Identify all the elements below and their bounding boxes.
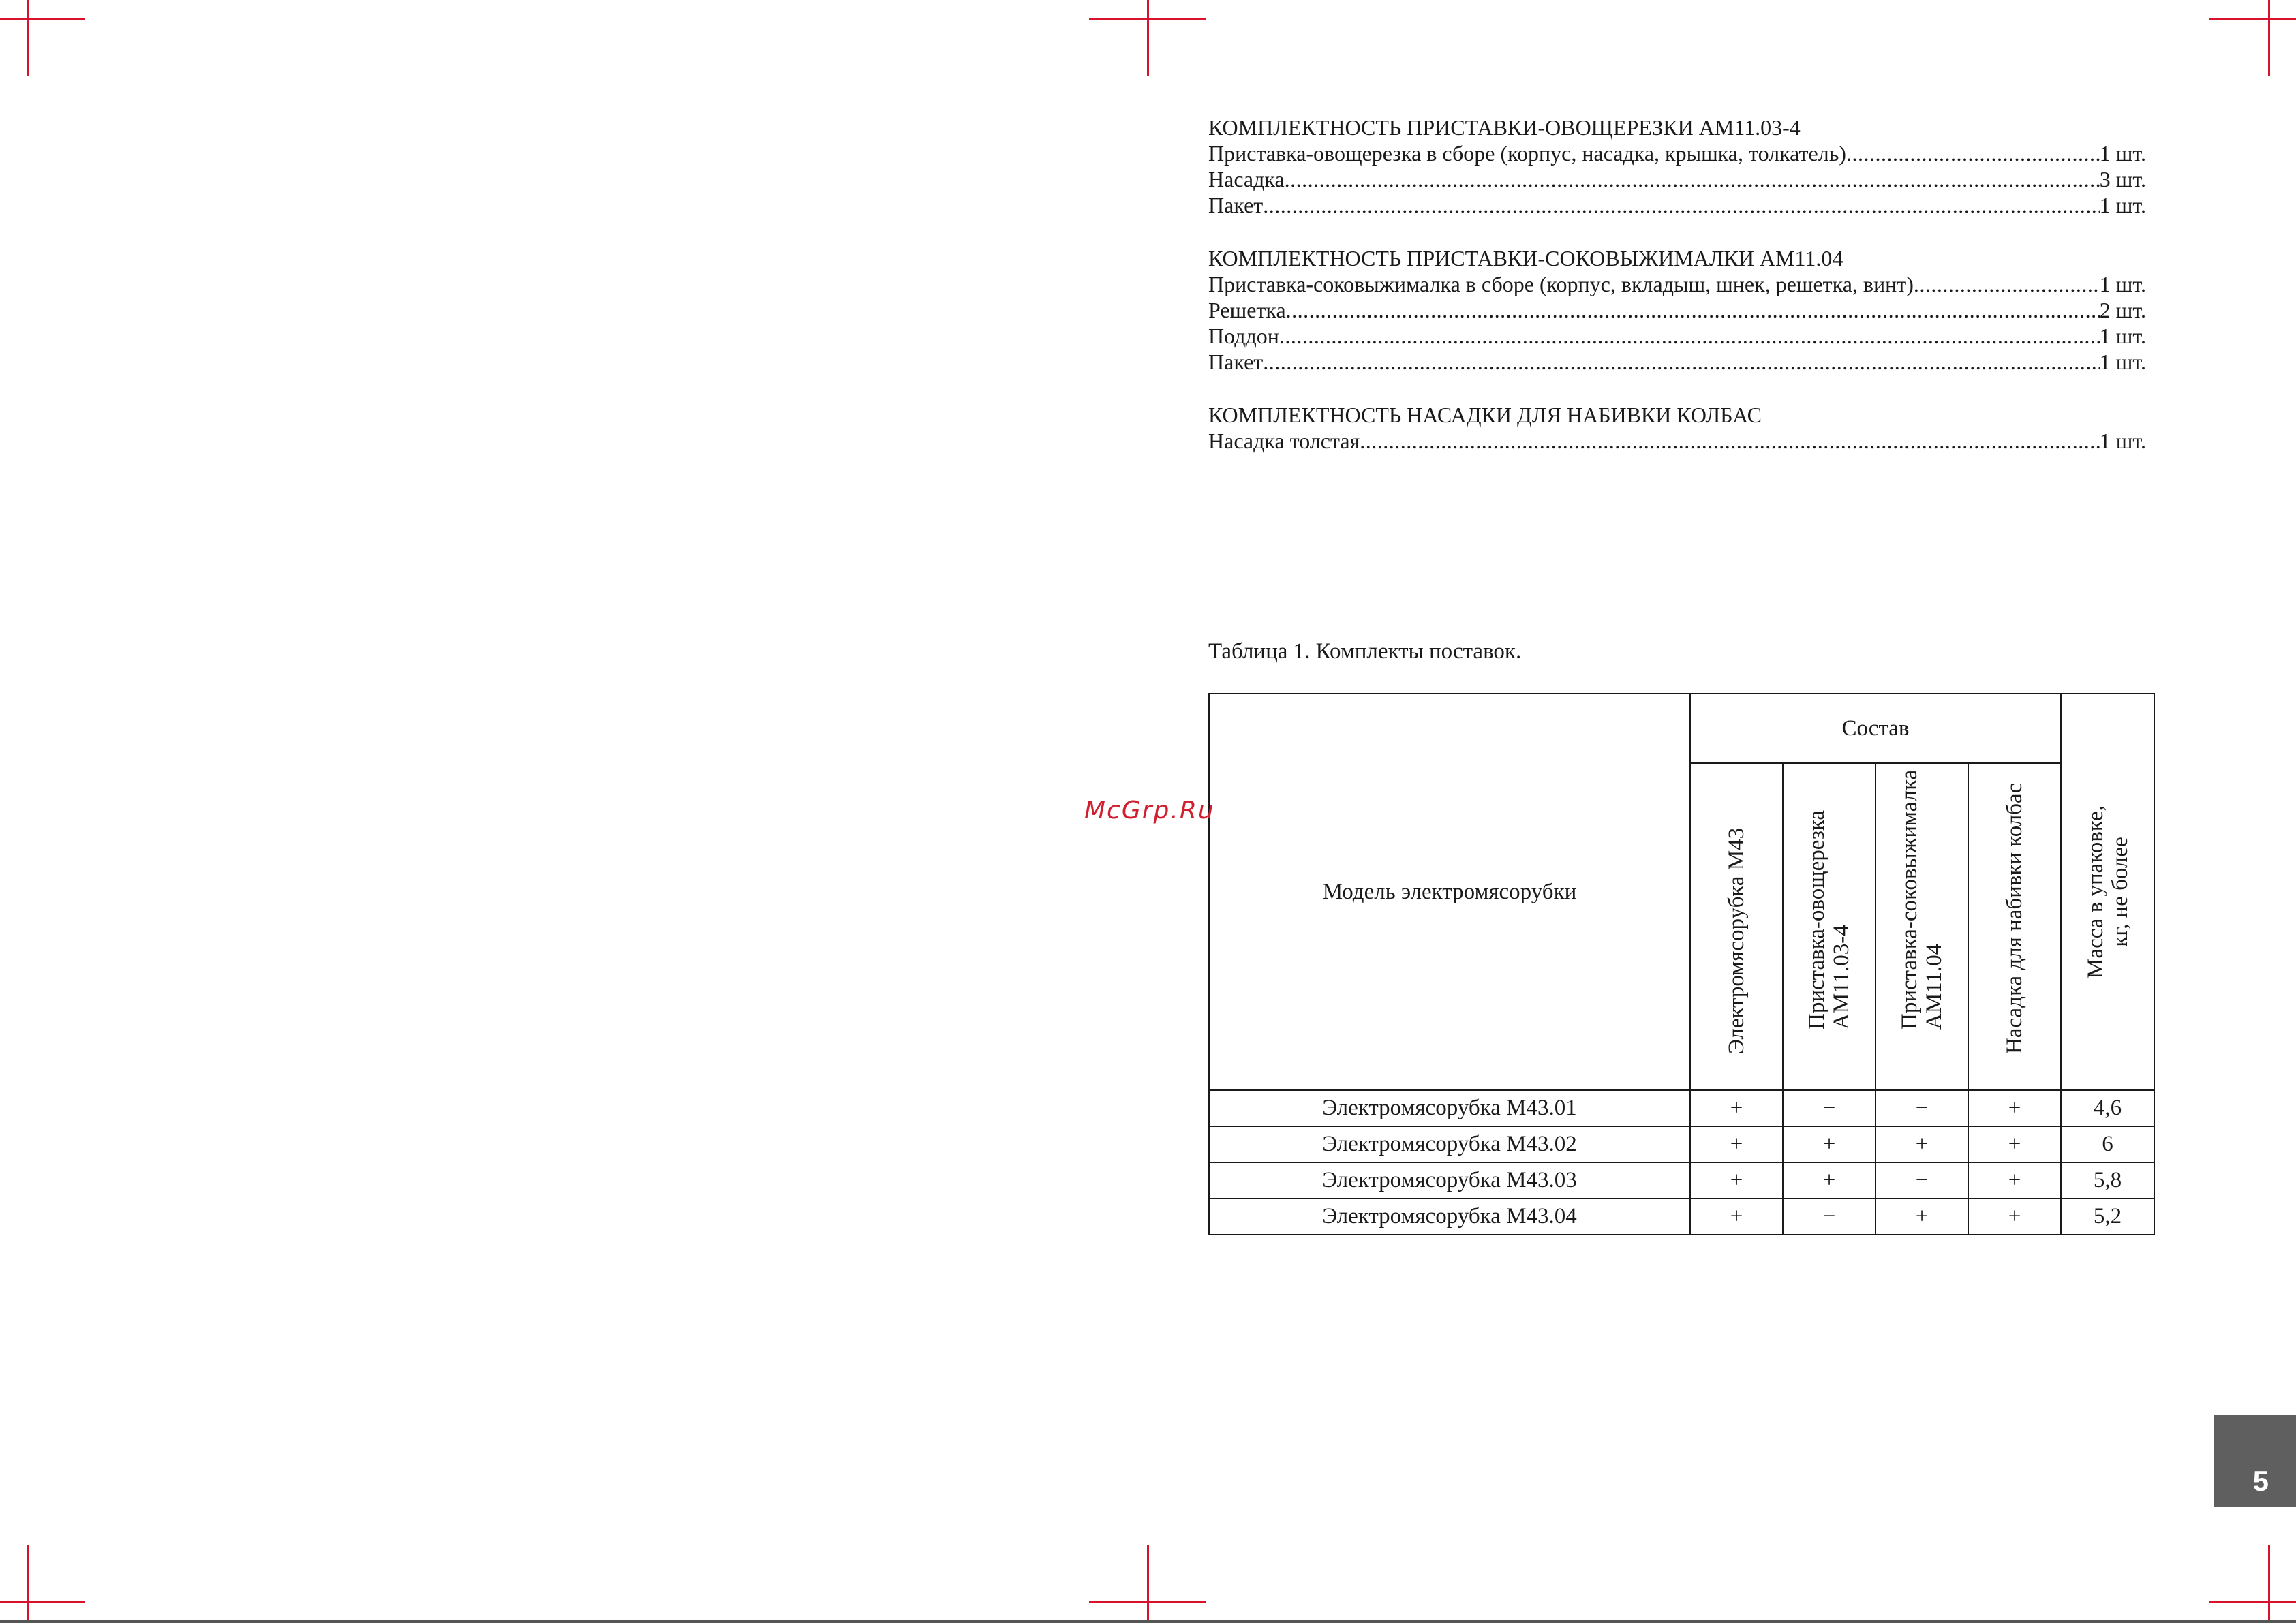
cell-sausage-nozzle: + (1968, 1126, 2061, 1162)
table-row (1209, 1126, 2154, 1162)
header-col-vegetable-cutter (1783, 763, 1876, 1090)
item-qty: 1 шт. (2099, 141, 2146, 166)
dot-leader (1360, 428, 2100, 454)
item-name: Поддон (1208, 324, 1279, 348)
dot-leader (1914, 271, 2100, 297)
crop-mark (0, 18, 85, 20)
header-col-line1: Электромясорубка М43 (1724, 827, 1749, 1054)
cell-model: Электромясорубка М43.02 (1209, 1126, 1690, 1162)
dot-leader (1279, 323, 2100, 349)
header-col-line1: Насадка для набивки колбас (2002, 783, 2027, 1054)
item-qty: 2 шт. (2099, 298, 2146, 322)
bottom-rule (0, 1620, 2296, 1623)
list-item (1208, 349, 2146, 375)
item-name: Насадка (1208, 167, 1285, 191)
cell-juicer: − (1876, 1162, 1968, 1199)
crop-mark (0, 1601, 85, 1603)
watermark: McGrp.Ru (1084, 797, 1215, 824)
supply-table (1208, 693, 2155, 1235)
header-mass-line2: кг, не более (2107, 837, 2132, 947)
item-name: Приставка-овощерезка в сборе (корпус, насадка, крышка, толкатель) (1208, 141, 1846, 166)
header-col-grinder (1690, 763, 1783, 1090)
completeness-lists (1208, 114, 2146, 481)
crop-mark (2209, 18, 2296, 20)
header-col-line2: АМ11.04 (1922, 943, 1946, 1030)
table-caption: Таблица 1. Комплекты поставок. (1208, 639, 1522, 664)
crop-mark (1147, 0, 1149, 76)
section-vegetable-cutter (1208, 114, 2146, 218)
cell-mass: 5,8 (2061, 1162, 2154, 1199)
list-item (1208, 166, 2146, 192)
dot-leader (1285, 166, 2100, 192)
crop-mark (2209, 1601, 2296, 1603)
cell-vegetable-cutter: + (1783, 1126, 1876, 1162)
cell-mass: 4,6 (2061, 1090, 2154, 1126)
cell-sausage-nozzle: + (1968, 1199, 2061, 1235)
header-col-sausage-nozzle (1968, 763, 2061, 1090)
cell-sausage-nozzle: + (1968, 1162, 2061, 1199)
header-col-line2: АМ11.03-4 (1829, 925, 1854, 1030)
cell-grinder: + (1690, 1126, 1783, 1162)
header-mass (2061, 694, 2154, 1090)
crop-mark (1147, 1545, 1149, 1623)
item-name: Решетка (1208, 298, 1286, 322)
crop-mark (2268, 0, 2270, 76)
crop-mark (27, 1545, 29, 1623)
cell-vegetable-cutter: + (1783, 1162, 1876, 1199)
header-col-juicer (1876, 763, 1968, 1090)
dot-leader (1263, 349, 2100, 375)
item-qty: 1 шт. (2099, 429, 2146, 453)
list-item (1208, 140, 2146, 166)
cell-model: Электромясорубка М43.01 (1209, 1090, 1690, 1126)
item-qty: 1 шт. (2099, 272, 2146, 296)
item-qty: 1 шт. (2099, 350, 2146, 374)
section-title: КОМПЛЕКТНОСТЬ НАСАДКИ ДЛЯ НАБИВКИ КОЛБАС (1208, 403, 1762, 427)
list-item (1208, 297, 2146, 323)
page-number: 5 (2252, 1465, 2269, 1497)
dot-leader (1286, 297, 2100, 323)
list-item (1208, 428, 2146, 454)
table-row (1209, 1162, 2154, 1199)
cell-grinder: + (1690, 1162, 1783, 1199)
crop-mark (27, 0, 29, 76)
cell-grinder: + (1690, 1199, 1783, 1235)
header-col-line1: Приставка-овощерезка (1805, 809, 1829, 1030)
cell-vegetable-cutter: − (1783, 1199, 1876, 1235)
item-name: Насадка толстая (1208, 429, 1360, 453)
header-composition: Состав (1690, 694, 2061, 763)
cell-mass: 5,2 (2061, 1199, 2154, 1235)
cell-vegetable-cutter: − (1783, 1090, 1876, 1126)
page-number-tab (2214, 1415, 2296, 1507)
list-item (1208, 271, 2146, 297)
section-title: КОМПЛЕКТНОСТЬ ПРИСТАВКИ-СОКОВЫЖИМАЛКИ АМ11.04 (1208, 246, 1843, 270)
table-row (1209, 1199, 2154, 1235)
item-name: Пакет (1208, 350, 1264, 374)
section-title: КОМПЛЕКТНОСТЬ ПРИСТАВКИ-ОВОЩЕРЕЗКИ АМ11.03-4 (1208, 115, 1801, 140)
list-item (1208, 192, 2146, 218)
cell-model: Электромясорубка М43.04 (1209, 1199, 1690, 1235)
header-mass-line1: Масса в упаковке, (2083, 805, 2108, 978)
item-name: Пакет (1208, 193, 1264, 217)
table-row (1209, 1090, 2154, 1126)
section-sausage-nozzle (1208, 402, 2146, 454)
cell-grinder: + (1690, 1090, 1783, 1126)
cell-model: Электромясорубка М43.03 (1209, 1162, 1690, 1199)
header-col-line1: Приставка-соковыжималка (1897, 769, 1922, 1030)
cell-sausage-nozzle: + (1968, 1090, 2061, 1126)
section-juicer (1208, 245, 2146, 375)
item-qty: 3 шт. (2099, 167, 2146, 191)
item-name: Приставка-соковыжималка в сборе (корпус, вкладыш, шнек, решетка, винт) (1208, 272, 1914, 296)
cell-mass: 6 (2061, 1126, 2154, 1162)
dot-leader (1846, 140, 2100, 166)
cell-juicer: − (1876, 1090, 1968, 1126)
cell-juicer: + (1876, 1199, 1968, 1235)
crop-mark (2268, 1545, 2270, 1623)
item-qty: 1 шт. (2099, 193, 2146, 217)
header-model: Модель электромясорубки (1209, 694, 1690, 1090)
list-item (1208, 323, 2146, 349)
cell-juicer: + (1876, 1126, 1968, 1162)
dot-leader (1263, 192, 2100, 218)
item-qty: 1 шт. (2099, 324, 2146, 348)
